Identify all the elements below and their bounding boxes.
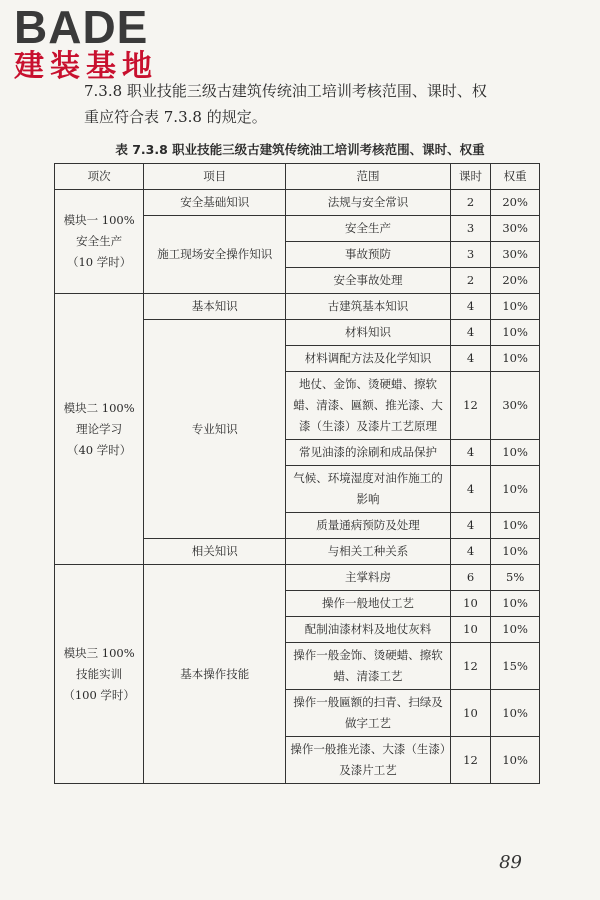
module-title: 模块二 100% <box>63 400 135 415</box>
hours-cell: 12 <box>450 737 491 784</box>
weight-cell: 20% <box>491 268 540 294</box>
header-weight: 权重 <box>491 164 540 190</box>
hours-cell: 4 <box>450 513 491 539</box>
scope-cell: 法规与安全常识 <box>286 190 450 216</box>
logo-text: BADE <box>14 1 149 53</box>
header-hours: 课时 <box>450 164 491 190</box>
item-cell: 基本知识 <box>144 294 286 320</box>
header-scope: 范围 <box>286 164 450 190</box>
hours-cell: 4 <box>450 320 491 346</box>
hours-cell: 4 <box>450 346 491 372</box>
scope-cell: 材料调配方法及化学知识 <box>286 346 450 372</box>
table-row <box>55 190 540 216</box>
weight-cell: 15% <box>491 643 540 690</box>
hours-cell: 4 <box>450 294 491 320</box>
scope-cell: 古建筑基本知识 <box>286 294 450 320</box>
module-cell-2 <box>55 294 144 565</box>
scope-cell: 操作一般匾额的扫青、扫绿及做字工艺 <box>286 690 450 737</box>
weight-cell: 10% <box>491 346 540 372</box>
hours-cell: 3 <box>450 216 491 242</box>
item-cell: 安全基础知识 <box>144 190 286 216</box>
scope-cell: 配制油漆材料及地仗灰料 <box>286 617 450 643</box>
logo-subtext: 建装基地 <box>14 49 158 84</box>
table-row <box>55 294 540 320</box>
weight-cell: 10% <box>491 690 540 737</box>
weight-cell: 10% <box>491 617 540 643</box>
module-cell-3 <box>55 565 144 784</box>
weight-cell: 30% <box>491 242 540 268</box>
module-hours: （100 学时） <box>63 687 135 702</box>
hours-cell: 4 <box>450 440 491 466</box>
scope-cell: 质量通病预防及处理 <box>286 513 450 539</box>
item-cell: 专业知识 <box>144 320 286 539</box>
hours-cell: 4 <box>450 539 491 565</box>
hours-cell: 6 <box>450 565 491 591</box>
page-number: 89 <box>499 852 522 873</box>
item-cell: 基本操作技能 <box>144 565 286 784</box>
hours-cell: 2 <box>450 190 491 216</box>
weight-cell: 10% <box>491 294 540 320</box>
hours-cell: 3 <box>450 242 491 268</box>
scope-cell: 安全生产 <box>286 216 450 242</box>
weight-cell: 10% <box>491 440 540 466</box>
scope-cell: 操作一般地仗工艺 <box>286 591 450 617</box>
module-name: 理论学习 <box>76 421 123 436</box>
hours-cell: 10 <box>450 591 491 617</box>
weight-cell: 30% <box>491 216 540 242</box>
weight-cell: 10% <box>491 539 540 565</box>
module-title: 模块三 100% <box>63 645 135 660</box>
intro-paragraph <box>84 78 554 130</box>
training-table <box>54 163 540 784</box>
scope-cell: 主掌料房 <box>286 565 450 591</box>
scope-cell: 事故预防 <box>286 242 450 268</box>
table-header-row <box>55 164 540 190</box>
hours-cell: 10 <box>450 617 491 643</box>
weight-cell: 10% <box>491 513 540 539</box>
module-name: 技能实训 <box>76 666 123 681</box>
scope-cell: 操作一般推光漆、大漆（生漆）及漆片工艺 <box>286 737 450 784</box>
module-hours: （10 学时） <box>66 255 132 269</box>
watermark-logo <box>14 1 158 84</box>
module-cell-1 <box>55 190 144 294</box>
scope-cell: 材料知识 <box>286 320 450 346</box>
module-name: 安全生产 <box>76 234 123 248</box>
item-cell: 施工现场安全操作知识 <box>144 216 286 294</box>
header-module: 项次 <box>55 164 144 190</box>
module-hours: （40 学时） <box>66 442 132 457</box>
weight-cell: 10% <box>491 320 540 346</box>
header-item: 项目 <box>144 164 286 190</box>
hours-cell: 2 <box>450 268 491 294</box>
weight-cell: 20% <box>491 190 540 216</box>
table-caption: 表 7.3.8 职业技能三级古建筑传统油工培训考核范围、课时、权重 <box>115 142 485 157</box>
scope-cell: 与相关工种关系 <box>286 539 450 565</box>
hours-cell: 12 <box>450 372 491 440</box>
weight-cell: 10% <box>491 737 540 784</box>
scope-cell: 常见油漆的涂刷和成品保护 <box>286 440 450 466</box>
weight-cell: 10% <box>491 591 540 617</box>
scope-cell: 安全事故处理 <box>286 268 450 294</box>
scope-cell: 气候、环境湿度对油作施工的影响 <box>286 466 450 513</box>
scope-cell: 地仗、金饰、烫硬蜡、擦软蜡、清漆、匾额、推光漆、大漆（生漆）及漆片工艺原理 <box>286 372 450 440</box>
scope-cell: 操作一般金饰、烫硬蜡、擦软蜡、清漆工艺 <box>286 643 450 690</box>
intro-line-2: 重应符合表 7.3.8 的规定。 <box>84 108 267 126</box>
weight-cell: 5% <box>491 565 540 591</box>
intro-line-1: 7.3.8 职业技能三级古建筑传统油工培训考核范围、课时、权 <box>84 82 487 100</box>
table-row <box>55 565 540 591</box>
module-title: 模块一 100% <box>63 213 135 227</box>
hours-cell: 10 <box>450 690 491 737</box>
hours-cell: 12 <box>450 643 491 690</box>
hours-cell: 4 <box>450 466 491 513</box>
weight-cell: 30% <box>491 372 540 440</box>
weight-cell: 10% <box>491 466 540 513</box>
item-cell: 相关知识 <box>144 539 286 565</box>
